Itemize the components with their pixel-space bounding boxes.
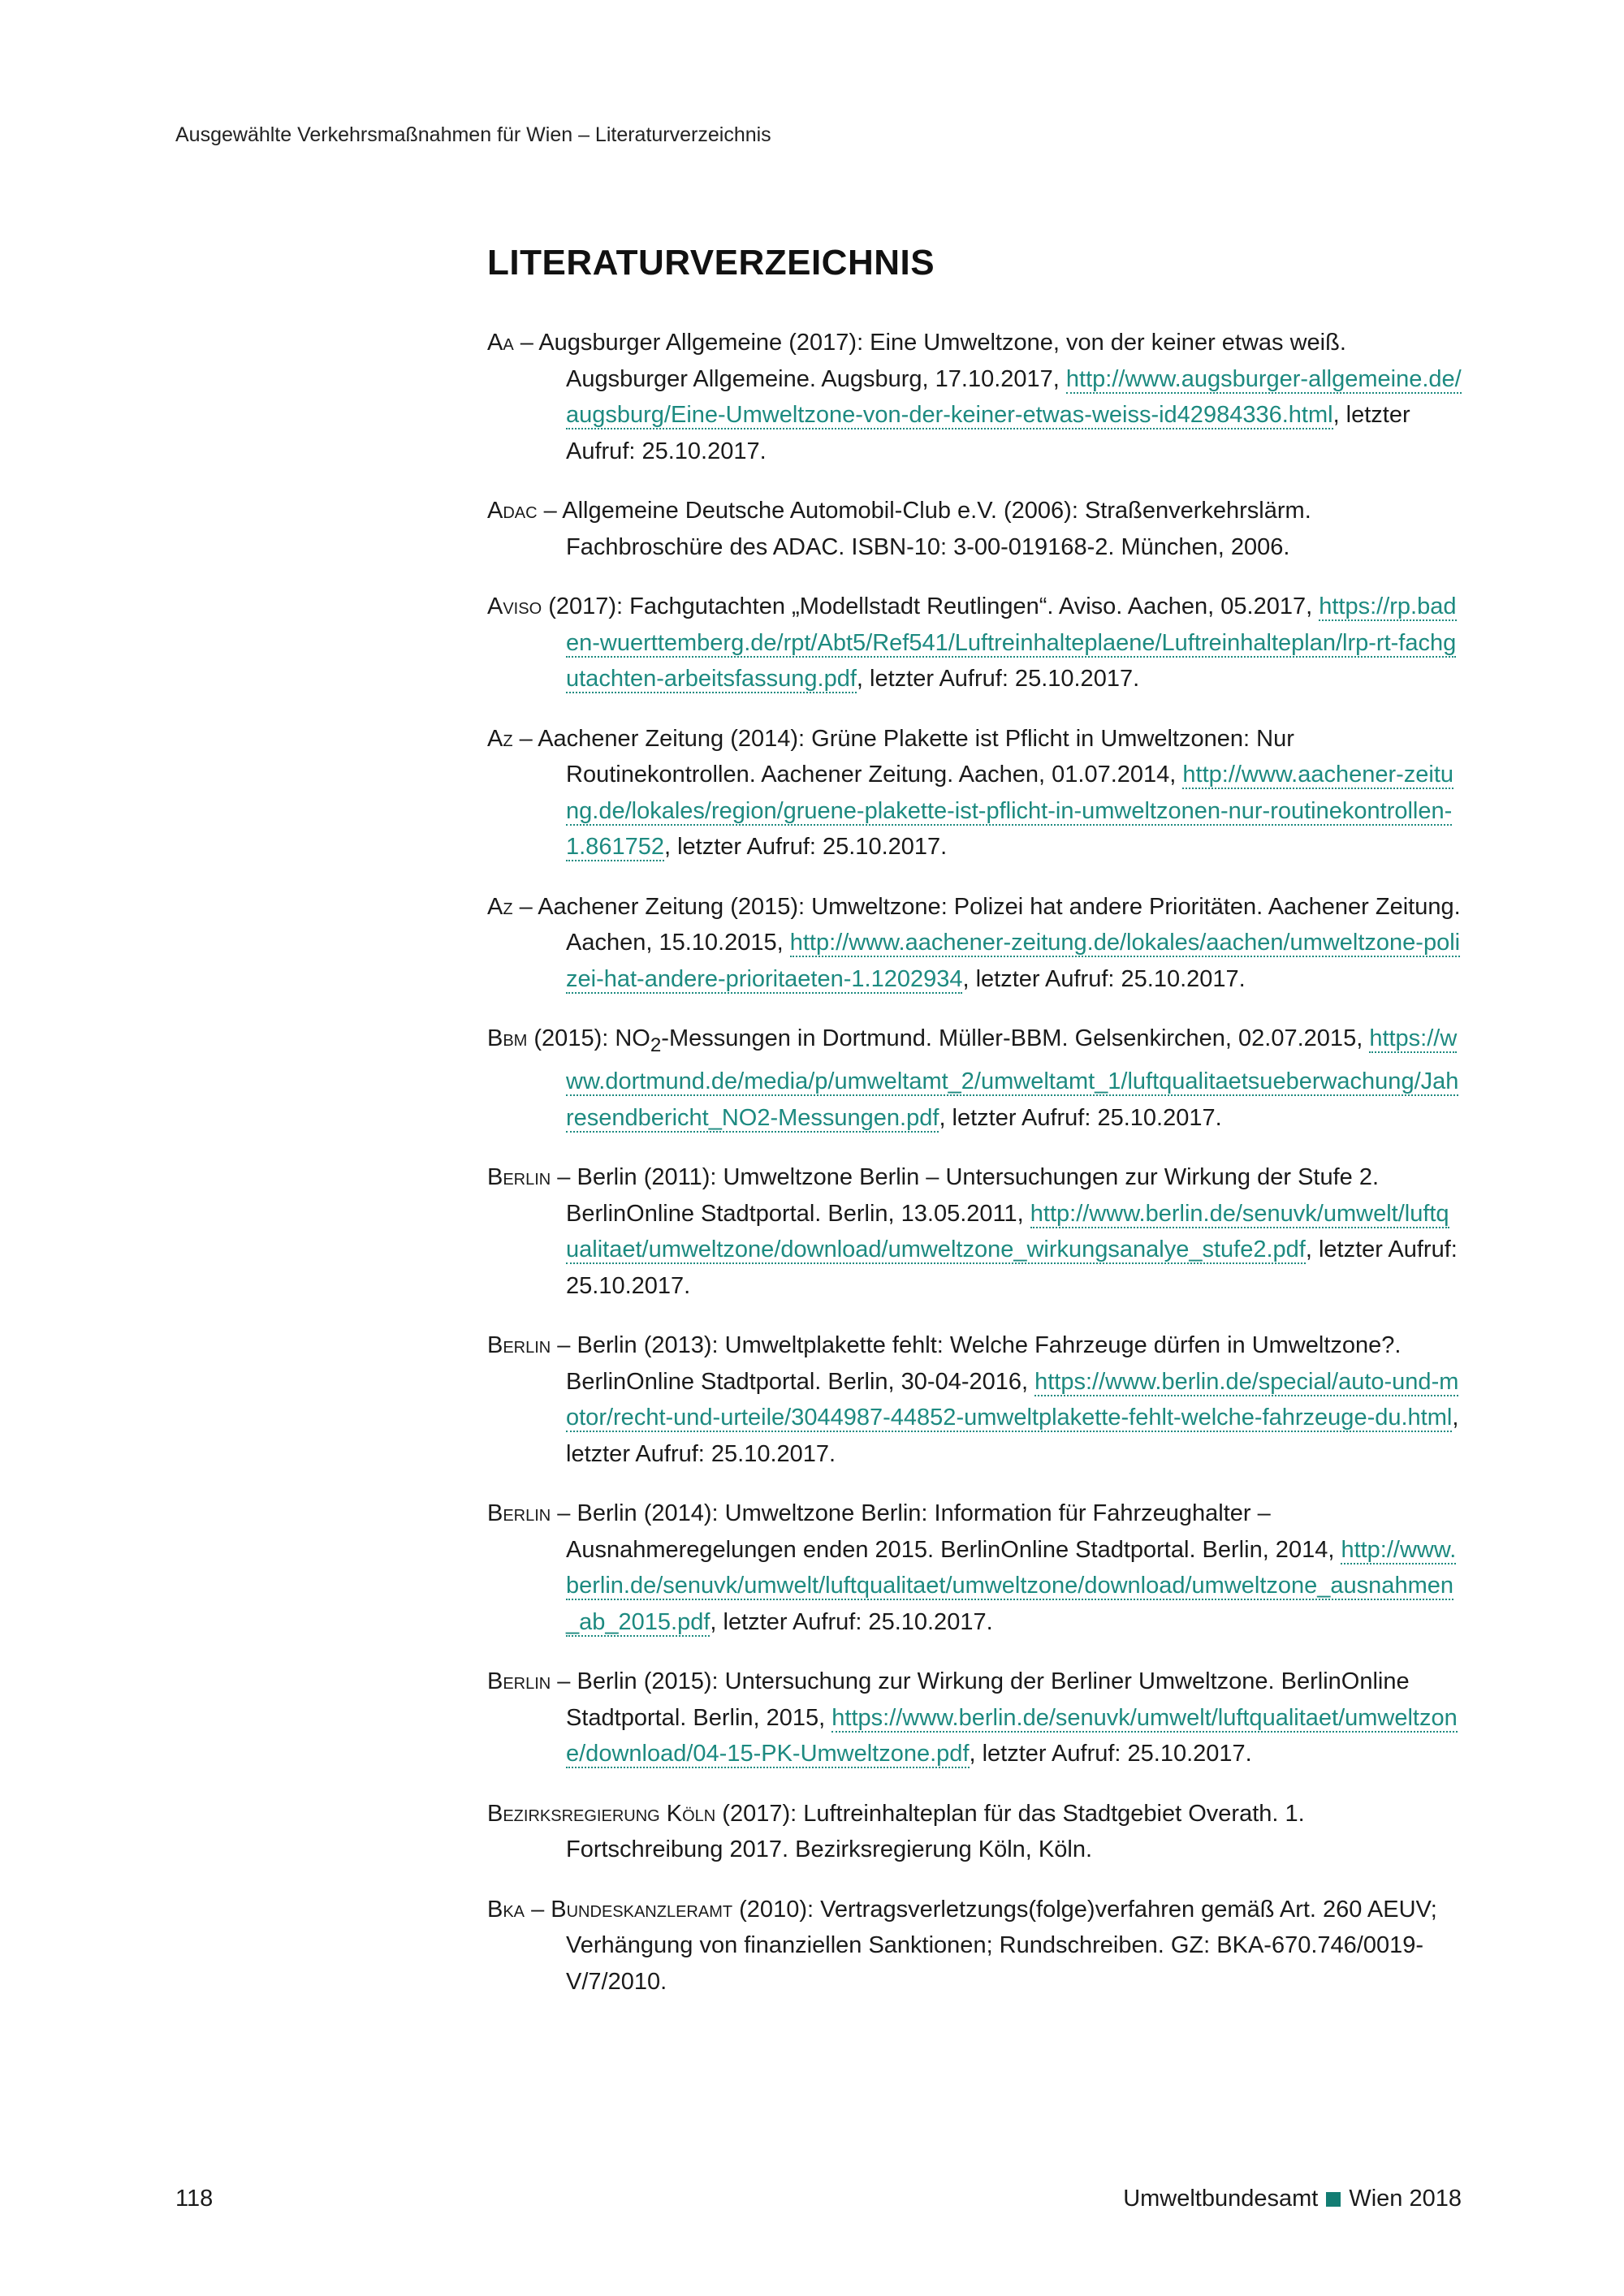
entry-text: – Aachener Zeitung (2014): Grüne Plakette ist Pflicht in Umweltzonen: Nur Routinekontrollen. Aachener Zeitung. Aachen, 01.07.2014, xyxy=(512,725,1294,788)
entry-text: (2017): Luftreinhalteplan für das Stadtgebiet Overath. 1. Fortschreibung 2017. Bezirksregierung Köln, Köln. xyxy=(566,1800,1305,1863)
entry-key: Az xyxy=(487,893,513,920)
entry-link[interactable]: https://www.dortmund.de/media/p/umweltamt_2/umweltamt_1/luftqualitaetsueberwachung/Jahresendbericht_NO2-Messungen.pdf xyxy=(566,1025,1459,1131)
entry-text: – Berlin (2011): Umweltzone Berlin – Untersuchungen zur Wirkung der Stufe 2. BerlinOnline Stadtportal. Berlin, 13.05.2011, xyxy=(551,1164,1380,1227)
entry-text: – Berlin (2013): Umweltplakette fehlt: Welche Fahrzeuge dürfen in Umweltzone?. BerlinOnline Stadtportal. Berlin, 30-04-2016, xyxy=(551,1332,1402,1395)
entry-text: – Berlin (2015): Untersuchung zur Wirkung der Berliner Umweltzone. BerlinOnline Stadtportal. Berlin, 2015, xyxy=(551,1668,1410,1731)
subscript-2: 2 xyxy=(650,1034,662,1056)
running-header: Ausgewählte Verkehrsmaßnahmen für Wien – Literaturverzeichnis xyxy=(175,123,771,146)
entry-link[interactable]: https://www.berlin.de/special/auto-und-motor/recht-und-urteile/3044987-44852-umweltplakette-fehlt-welche-fahrzeuge-du.html xyxy=(566,1368,1459,1431)
bibliography-entry xyxy=(487,1021,1462,1136)
entry-key: Az xyxy=(487,725,513,752)
bibliography-entry xyxy=(487,325,1462,469)
entry-key: Bbm xyxy=(487,1025,528,1051)
bibliography-entry xyxy=(487,1664,1462,1772)
entry-link[interactable]: https://www.berlin.de/senuvk/umwelt/luftqualitaet/umweltzone/download/04-15-PK-Umweltzone.pdf xyxy=(566,1704,1458,1767)
bibliography-entry xyxy=(487,721,1462,865)
bibliography-entry xyxy=(487,493,1462,565)
bibliography-entry xyxy=(487,1495,1462,1640)
bibliography-entry xyxy=(487,589,1462,697)
entry-access-date: , letzter Aufruf: 25.10.2017. xyxy=(962,965,1246,992)
entry-access-date: , letzter Aufruf: 25.10.2017. xyxy=(939,1104,1222,1131)
entry-text: – Augsburger Allgemeine (2017): Eine Umweltzone, von der keiner etwas weiß. Augsburger Allgemeine. Augsburg, 17.10.2017, xyxy=(513,330,1346,392)
entry-access-date: , letzter Aufruf: 25.10.2017. xyxy=(663,834,948,860)
entry-link[interactable]: http://www.berlin.de/senuvk/umwelt/luftqualitaet/umweltzone/download/umweltzone_wirkungsanalye_stufe2.pdf xyxy=(566,1200,1449,1263)
bibliography-entry xyxy=(487,1327,1462,1472)
entry-link[interactable]: http://www.aachener-zeitung.de/lokales/aachen/umweltzone-polizei-hat-andere-prioritaeten-1.1202934 xyxy=(566,930,1461,992)
entry-key: Berlin xyxy=(487,1500,551,1527)
bibliography-entry xyxy=(487,889,1462,998)
entry-link[interactable]: http://www.aachener-zeitung.de/lokales/region/gruene-plakette-ist-pflicht-in-umweltzonen-nur-routinekontrollen-1.861752 xyxy=(566,762,1454,860)
entry-link[interactable]: http://www.berlin.de/senuvk/umwelt/luftqualitaet/umweltzone/download/umweltzone_ausnahmen_ab_2015.pdf xyxy=(566,1536,1457,1635)
publisher-name: Umweltbundesamt xyxy=(1123,2186,1319,2212)
entry-access-date: , letzter Aufruf: 25.10.2017. xyxy=(710,1608,993,1635)
entry-link[interactable]: http://www.augsburger-allgemeine.de/augsburg/Eine-Umweltzone-von-der-keiner-etwas-weiss-id42984336.html xyxy=(566,365,1462,428)
entry-text: (2015): NO xyxy=(527,1025,650,1051)
entry-key: Berlin xyxy=(487,1668,551,1695)
entry-access-date: , letzter Aufruf: 25.10.2017. xyxy=(566,1405,1459,1467)
entry-access-date: , letzter Aufruf: 25.10.2017. xyxy=(856,666,1140,692)
entry-key: Berlin xyxy=(487,1332,551,1359)
entry-link[interactable]: https://rp.baden-wuerttemberg.de/rpt/Abt5/Ref541/Luftreinhalteplaene/Luftreinhalteplan/lrp-rt-fachgutachten-arbeitsfassung.pdf xyxy=(566,593,1457,692)
bibliography-entry xyxy=(487,1892,1462,2000)
entry-access-date: , letzter Aufruf: 25.10.2017. xyxy=(566,1236,1458,1299)
entry-text: (2010): Vertragsverletzungs(folge)verfahren gemäß Art. 260 AEUV; Verhängung von finanziellen Sanktionen; Rundschreiben. GZ: BKA-670.746/0019-V/7/2010. xyxy=(566,1896,1437,1995)
entry-key: Adac xyxy=(487,498,538,524)
entry-access-date: , letzter Aufruf: 25.10.2017. xyxy=(969,1741,1252,1767)
page-title: LITERATURVERZEICHNIS xyxy=(487,243,935,283)
place-year: Wien 2018 xyxy=(1349,2186,1462,2212)
entry-key: Berlin xyxy=(487,1164,551,1191)
footer-publisher xyxy=(1123,2186,1462,2212)
entry-text: (2017): Fachgutachten „Modellstadt Reutlingen“. Aviso. Aachen, 05.2017, xyxy=(542,593,1320,619)
entry-text: – Berlin (2014): Umweltzone Berlin: Information für Fahrzeughalter – Ausnahmeregelungen enden 2015. BerlinOnline Stadtportal. Berlin, 2014, xyxy=(551,1500,1341,1563)
entry-key: Bka – Bundeskanzleramt xyxy=(487,1896,733,1923)
bibliography xyxy=(487,237,1462,2014)
bibliography-entry xyxy=(487,1796,1462,1868)
bibliography-entry xyxy=(487,1159,1462,1304)
square-bullet-icon xyxy=(1326,2192,1341,2207)
entry-text: – Aachener Zeitung (2015): Umweltzone: Polizei hat andere Prioritäten. Aachener Zeitung. Aachen, 15.10.2015, xyxy=(512,893,1461,956)
entry-access-date: , letzter Aufruf: 25.10.2017. xyxy=(566,402,1410,464)
entry-key: Aa xyxy=(487,330,514,356)
page-number: 118 xyxy=(175,2186,214,2212)
entry-text-continued: -Messungen in Dortmund. Müller-BBM. Gelsenkirchen, 02.07.2015, xyxy=(661,1025,1370,1051)
entry-key: Bezirksregierung Köln xyxy=(487,1800,716,1827)
entry-key: Aviso xyxy=(487,593,542,619)
entry-text: – Allgemeine Deutsche Automobil-Club e.V. (2006): Straßenverkehrslärm. Fachbroschüre des ADAC. ISBN-10: 3-00-019168-2. München, 2006. xyxy=(537,498,1311,560)
